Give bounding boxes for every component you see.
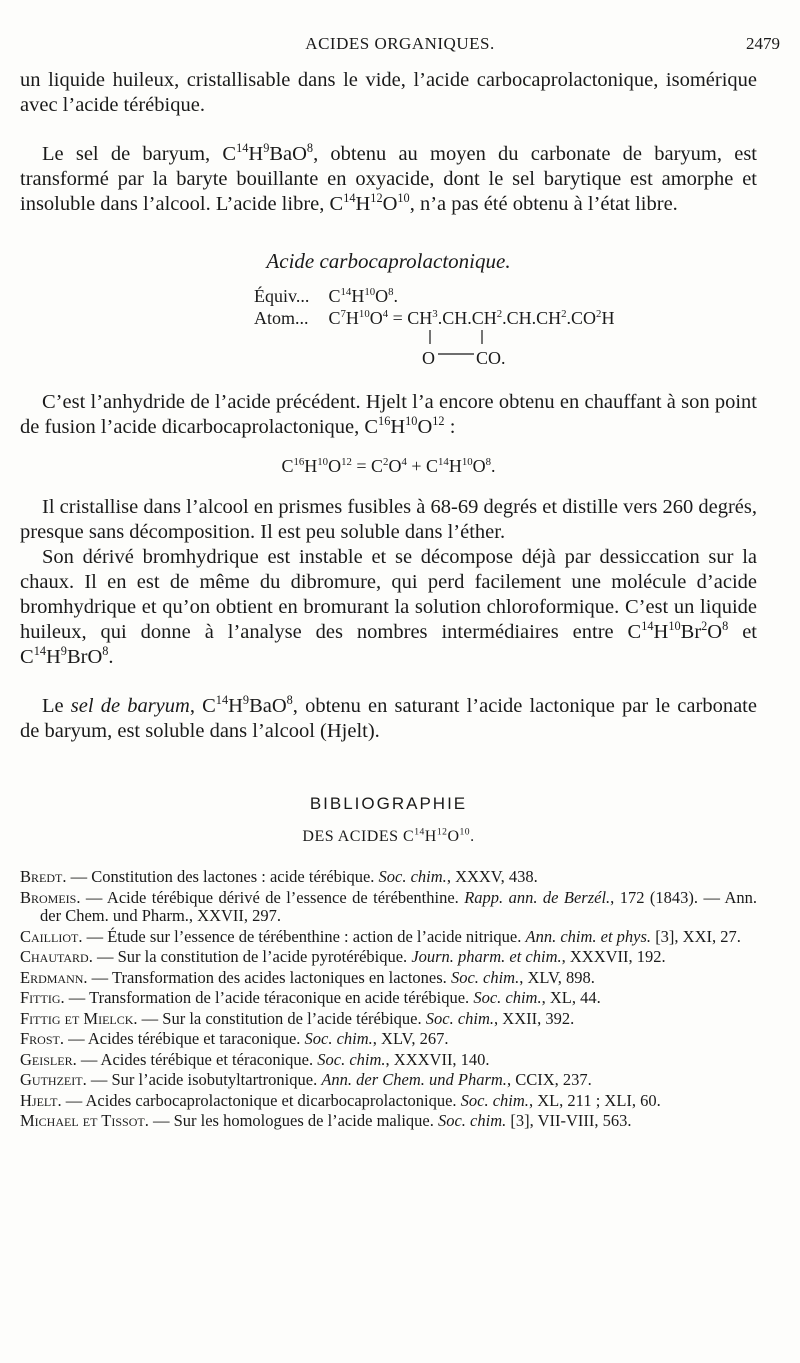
bibliography-subtitle: DES ACIDES $C^{14}H^{12}O^{10}$. (302, 826, 475, 845)
paragraph-2: Le sel de baryum, $C^{14}H^9BaO^8$, obtenu au moyen du carbonate de baryum, est transformé par la baryte bouillante en oxyacide, dont le sel barytique est amorphe et insoluble dans l’alcool. L’acide libre, $C^{14}H^{12}O^{10}$, n’a pas été obtenu à l’état libre. (20, 141, 757, 215)
paragraph-1: un liquide huileux, cristallisable dans le vide, l’acide carbocaprolactonique, isomérique avec l’acide térébique. (20, 69, 757, 116)
reaction-equation: $C^{16}H^{10}O^{12} = C^2O^4 + C^{14}H^{10}O^8$. (281, 456, 496, 476)
reference-item: Michael et Tissot. — Sur les homologues de l’acide malique. Soc. chim. [3], VII-VIII, 563. (20, 1111, 632, 1130)
paragraph-3: C’est l’anhydride de l’acide précédent. Hjelt l’a encore obtenu en chauffant à son point de fusion l’acide dicarbocaprolactonique, $C^{16}H^{10}O^{12}$ : (20, 391, 757, 438)
formula-atom: Atom... $C^7H^{10}O^4 = CH^3.CH.CH^2.CH.CH^2.CO^2H$ (254, 308, 615, 328)
formula-equiv: Équiv... $C^{14}H^{10}O^8$. (254, 286, 399, 306)
reference-item: Fittig et Mielck. — Sur la constitution de l’acide térébique. Soc. chim., XXII, 392. (20, 1008, 575, 1028)
reference-item: Hjelt. — Acides carbocaprolactonique et dicarbocaprolactonique. Soc. chim., XL, 211 ; XLI, 60. (20, 1090, 661, 1110)
page-body (20, 68, 757, 1133)
reference-item: Chautard. — Sur la constitution de l’acide pyrotérébique. Journ. pharm. et chim., XXXVII, 192. (20, 947, 666, 966)
formula-equiv-label: Équiv... (254, 286, 310, 306)
bibliography-title: BIBLIOGRAPHIE (309, 794, 468, 813)
paragraph-4: Il cristallise dans l’alcool en prismes fusibles à 68-69 degrés et distille vers 260 degrés, presque sans décomposition. Il est peu soluble dans l’éther. (20, 496, 757, 543)
ring-left-atom: O (422, 348, 435, 368)
header-title: ACIDES ORGANIQUES. (305, 34, 495, 53)
reference-item: Erdmann. — Transformation des acides lactoniques en lactones. Soc. chim., XLV, 898. (20, 967, 595, 987)
formula-atom-label: Atom... (254, 308, 309, 328)
reference-item: Bromeis. — Acide térébique dérivé de l’essence de térébenthine. Rapp. ann. de Berzél., 172 (1843). — Ann. der Chem. und Pharm., XXVII, 297. (20, 887, 757, 925)
reference-item: Cailliot. — Étude sur l’essence de térébenthine : action de l’acide nitrique. Ann. chim. et phys. [3], XXI, 27. (20, 926, 741, 946)
ring-right-atom: CO. (476, 348, 506, 368)
section-title: Acide carbocaprolactonique. (266, 249, 511, 273)
reference-item: Bredt. — Constitution des lactones : acide térébique. Soc. chim., XXXV, 438. (20, 867, 538, 886)
bibliography-list (20, 868, 757, 1131)
paragraph-5: Son dérivé bromhydrique est instable et se décompose déjà par dessiccation sur la chaux. Il en est de même du dibromure, qui perd facilement une molécule d’acide bromhydrique et qu’on obtient en bromurant la solution chloroformique. C’est un liquide huileux, qui donne à l’analyse des nombres intermédiaires entre $C^{14}H^{10}Br^2O^8$ et $C^{14}H^9BrO^8$. (20, 546, 757, 668)
page-number: 2479 (746, 34, 780, 53)
running-header (20, 34, 780, 58)
reference-item: Geisler. — Acides térébique et téraconique. Soc. chim., XXXVII, 140. (20, 1049, 490, 1069)
reference-item: Guthzeit. — Sur l’acide isobutyltartronique. Ann. der Chem. und Pharm., CCIX, 237. (20, 1070, 592, 1089)
paragraph-6: Le sel de baryum, $C^{14}H^9BaO^8$, obtenu en saturant l’acide lactonique par le carbonate de baryum, est soluble dans l’alcool (Hjelt). (20, 693, 757, 742)
reference-item: Fittig. — Transformation de l’acide téraconique en acide térébique. Soc. chim., XL, 44. (20, 988, 601, 1007)
reference-item: Frost. — Acides térébique et taraconique. Soc. chim., XLV, 267. (20, 1029, 449, 1048)
formula-block (20, 280, 757, 372)
